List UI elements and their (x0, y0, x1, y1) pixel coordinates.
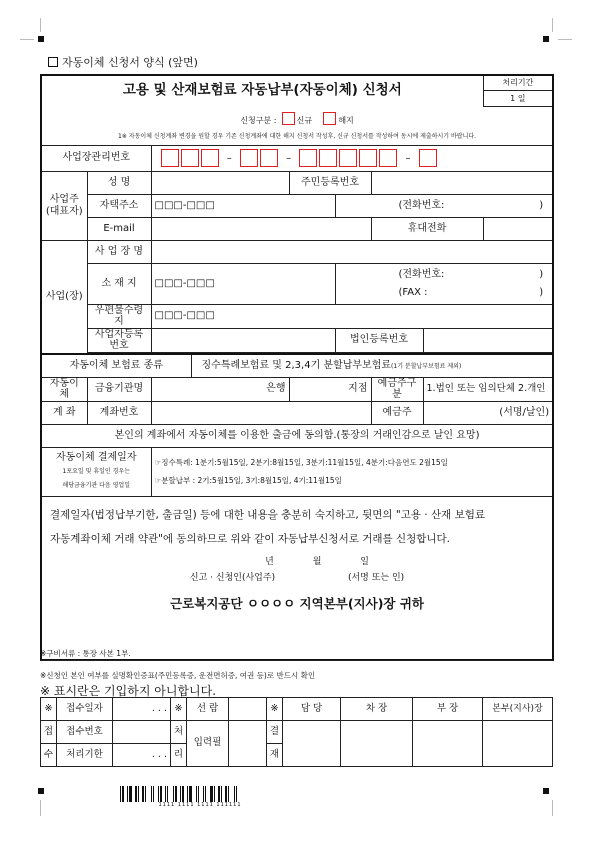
corner-mark-bl (38, 788, 44, 794)
barcode-bar (214, 786, 215, 802)
crop-line (552, 800, 553, 816)
crop-line (20, 39, 34, 40)
account-label-2: 계 좌 (41, 401, 87, 424)
section-label: 선 람 (187, 698, 229, 721)
barcode-bar (185, 786, 186, 802)
processing-period-label: 처리기간 (484, 76, 553, 91)
barcode-bar (160, 786, 162, 802)
owner-postal-field[interactable]: □□□-□□□ (151, 194, 335, 217)
owner-mobile-label: 휴대전화 (371, 217, 483, 240)
corner-mark-br (543, 788, 549, 794)
page-header (48, 54, 198, 70)
declaration-line-1: 결제일자(법정납부기한, 출금일) 등에 대한 내용을 충분히 숙지하고, 뒷면의 "고용 · 산재 보험료 (50, 508, 486, 521)
barcode-bar (142, 786, 144, 802)
crop-line (558, 39, 572, 40)
office-use-table: ※ 접수일자 . . . ※ 선 람 ※ 담 당 차 장 부 장 본부(지사)장 접 접수번호 처 입력필 결 수 처리기한 . . . 리 재 (40, 697, 553, 767)
barcode-bar (187, 786, 188, 802)
depositor-type-label: 예금주구분 (371, 377, 423, 401)
branch-field[interactable]: 지점 (289, 377, 371, 401)
barcode-bar (198, 786, 199, 802)
barcode-bar (127, 786, 128, 802)
header-title: 자동이체 신청서 양식 (앞면) (62, 56, 198, 69)
barcode-bar (230, 786, 233, 802)
receipt-date-field[interactable]: . . . (113, 698, 171, 721)
approver-manager: 부 장 (413, 698, 483, 721)
recipient: 근로복지공단 ㅇㅇㅇㅇ 지역본부(지사)장 귀하 (170, 596, 425, 612)
barcode-bar (203, 786, 204, 802)
barcode-bar (180, 786, 181, 802)
corner-mark-tr (543, 36, 549, 42)
barcode-bar (169, 786, 172, 802)
barcode-bar (122, 786, 124, 802)
barcode-bar (175, 786, 177, 802)
payment-date-label: 자동이체 결제일자 1포요일 및 휴일인 경우는 해당금융기관 다음 영업일 (41, 447, 151, 496)
barcode-bar (147, 786, 150, 802)
barcode-bar (216, 786, 217, 802)
crop-line (552, 18, 553, 32)
barcode-bar (223, 786, 224, 802)
barcode-bar (205, 786, 206, 802)
approval-cell-4[interactable] (483, 721, 553, 767)
account-label-1: 자동이체 (41, 377, 87, 401)
entry-label: 입력필 (187, 721, 229, 767)
owner-name-field[interactable] (151, 171, 289, 194)
receipt-no-field[interactable] (113, 721, 171, 744)
mail-address-label: 우편물수령지 (87, 304, 151, 328)
business-name-label: 사 업 장 명 (87, 240, 151, 263)
account-no-field[interactable] (151, 401, 371, 424)
approval-cell-3[interactable] (413, 721, 483, 767)
barcode-number: 1111 1111 1111 111111 (158, 802, 242, 808)
business-postal-field[interactable]: □□□-□□□ (151, 263, 335, 304)
new-checkbox[interactable] (282, 112, 295, 125)
owner-phone-field[interactable]: (전화번호: ) (335, 194, 553, 217)
biz-reg-no-field[interactable] (151, 328, 335, 352)
approver-deputy: 차 장 (341, 698, 413, 721)
barcode-bar (133, 786, 134, 802)
receipt-no-label: 접수번호 (57, 721, 113, 744)
insurance-type-label: 자동이체 보험료 종류 (41, 354, 191, 378)
barcode-bar (196, 786, 197, 802)
barcode-bar (140, 786, 141, 802)
barcode-bar (120, 786, 121, 802)
crop-line (40, 800, 41, 816)
declaration-block (41, 496, 553, 660)
deadline-label: 처리기한 (57, 744, 113, 767)
owner-rrn-label: 주민등록번호 (289, 171, 371, 194)
depositor-signature-field[interactable]: (서명/날인) (423, 401, 553, 424)
barcode-bar (193, 786, 195, 802)
barcode-bar (158, 786, 159, 802)
approval-cell-1[interactable] (283, 721, 341, 767)
barcode-bar (165, 786, 166, 802)
business-name-field[interactable] (151, 240, 553, 263)
id-check-note: ※신청인 본인 여부를 실명확인증표(주민등록증, 운전면허증, 여권 등)로 반드시 확인 (40, 671, 316, 680)
barcode-bar (210, 786, 213, 802)
barcode-bar (238, 786, 240, 802)
barcode-bar (207, 786, 209, 802)
barcode-bar (218, 786, 220, 802)
biz-mgmt-no-label: 사업장관리번호 (41, 145, 151, 171)
barcode-bar (178, 786, 179, 802)
barcode-bar (200, 786, 202, 802)
mail-address-field[interactable]: □□□-□□□ (151, 304, 553, 328)
barcode-bar (163, 786, 164, 802)
depositor-type-options[interactable]: 1.법인 또는 임의단체 2.개인 (423, 377, 553, 401)
owner-mobile-field[interactable] (483, 217, 553, 240)
barcode-bar (221, 786, 222, 802)
processing-period-value: 1 일 (510, 94, 526, 103)
barcode-bar (236, 786, 237, 802)
application-form (40, 74, 554, 661)
withdrawal-consent: 본인의 계좌에서 자동이체를 이용한 출금에 동의함.(통장의 거래인감으로 날인 요망) (41, 424, 553, 447)
approver-staff: 담 당 (283, 698, 341, 721)
biz-reg-no-label: 사업자등록번호 (87, 328, 151, 352)
owner-label: 사업주 (대표자) (41, 171, 87, 240)
biz-mgmt-no-boxes[interactable]: – – – (151, 145, 553, 171)
corp-reg-no-field[interactable] (423, 328, 553, 352)
owner-email-field[interactable] (151, 217, 371, 240)
declaration-line-2: 자동계좌이체 거래 약관"에 동의하므로 위와 같이 자동납부신청서로 거래를 신청합니다. (50, 532, 451, 545)
date-line: 년 월 일 (265, 556, 369, 567)
crop-line (40, 18, 41, 32)
barcode-bar (151, 786, 152, 802)
barcode-bar (228, 786, 229, 802)
owner-address-label: 자택주소 (87, 194, 151, 217)
form-title: 고용 및 산재보험료 자동납부(자동이체) 신청서 (122, 82, 402, 99)
barcode-bar (189, 786, 192, 802)
bank-name-label: 금융기관명 (87, 377, 151, 401)
required-docs-note: ※구비서류 : 통장 사본 1부. (40, 649, 131, 658)
barcode-bar (135, 786, 137, 802)
receipt-date-label: 접수일자 (57, 698, 113, 721)
approval-cell-2[interactable] (341, 721, 413, 767)
barcode-bar (153, 786, 154, 802)
deadline-field[interactable]: . . . (113, 744, 171, 767)
barcode-bar (125, 786, 126, 802)
barcode-bar (129, 786, 132, 802)
owner-email-label: E-mail (87, 217, 151, 240)
barcode-bar (145, 786, 146, 802)
checkbox-icon (48, 57, 58, 67)
barcode-bar (155, 786, 157, 802)
barcode-bar (234, 786, 235, 802)
owner-name-label: 성 명 (87, 171, 151, 194)
new-label: 신규 (296, 115, 313, 125)
application-type-label: 신청구분 : (240, 115, 277, 125)
approver-head: 본부(지사)장 (483, 698, 553, 721)
bank-field[interactable]: 은행 (151, 377, 289, 401)
barcode-bar (225, 786, 227, 802)
insurance-type-value: 징수특례보험료 및 2,3,4기 분할납부보험료(1기 분할납부보험료 제외) (191, 354, 553, 378)
account-no-label: 계좌번호 (87, 401, 151, 424)
business-phone-fax-field[interactable]: (전화번호: ) (FAX : ) (335, 263, 553, 304)
corp-reg-no-label: 법인등록번호 (335, 328, 423, 352)
applicant-exclusion-note: ※ 표시란은 기입하지 아니합니다. (40, 684, 217, 698)
barcode (120, 786, 280, 806)
owner-rrn-field[interactable] (371, 171, 553, 194)
barcode-bar (167, 786, 168, 802)
change-notice: 1※ 자동이체 신청계좌 변경을 원할 경우 기존 신청계좌에 대한 해지 신청서 작성후, 신규 신청서를 작성하여 동시에 제출하시기 바랍니다. (41, 131, 553, 146)
cancel-label: 해지 (338, 115, 354, 125)
business-label: 사업(장) (41, 240, 87, 354)
cancel-checkbox[interactable] (323, 112, 336, 125)
corner-mark-tl (38, 36, 44, 42)
barcode-bar (138, 786, 139, 802)
barcode-bar (173, 786, 174, 802)
applicant-line: 신고 · 신청인(사업주) (서명 또는 인) (189, 572, 405, 583)
depositor-label: 예금주 (371, 401, 423, 424)
payment-date-schedule: ☞징수특례: 1분기:5월15일, 2분기:8월15일, 3분기:11월15일, 4분기:다음연도 2월15일 ☞분할납부 : 2기:5월15일, 3기:8월15일, 4기:11월15일 (151, 447, 553, 496)
business-location-label: 소 재 지 (87, 263, 151, 304)
barcode-bar (182, 786, 184, 802)
